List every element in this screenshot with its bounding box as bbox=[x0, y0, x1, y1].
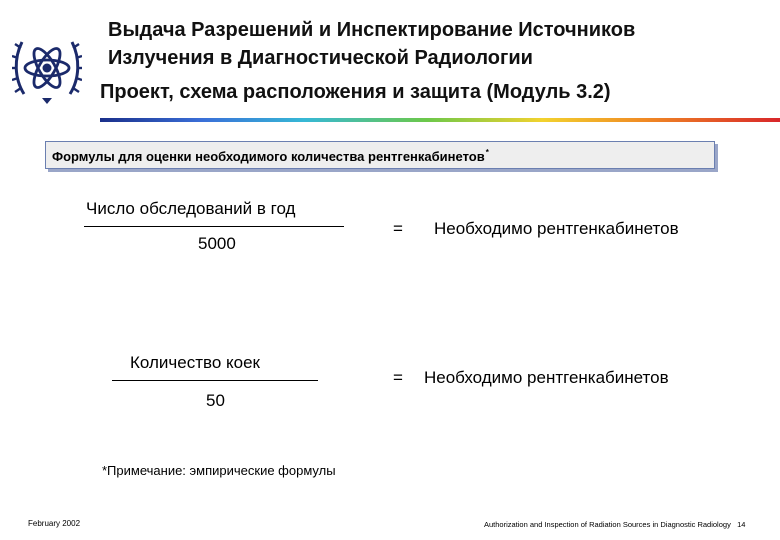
page-number: 14 bbox=[737, 520, 746, 529]
formula1-denominator: 5000 bbox=[198, 234, 236, 253]
formula1-fraction-line bbox=[84, 226, 344, 227]
footnote-marker: * bbox=[485, 148, 489, 157]
formula1-numerator: Число обследований в год bbox=[86, 199, 296, 218]
footer-date: February 2002 bbox=[28, 519, 81, 528]
formula1-result: Необходимо рентгенкабинетов bbox=[434, 219, 679, 238]
formula-heading: Формулы для оценки необходимого количества рентгенкабинетов* bbox=[52, 148, 489, 164]
title-line-2: Излучения в Диагностической Радиологии bbox=[108, 47, 533, 69]
title-line-1: Выдача Разрешений и Инспектирование Источников bbox=[108, 19, 636, 41]
formula2-numerator: Количество коек bbox=[130, 353, 260, 372]
slide-title bbox=[100, 16, 768, 106]
formula1-equals: = bbox=[393, 219, 403, 238]
accent-rainbow-bar bbox=[100, 118, 780, 122]
formula2-fraction-line bbox=[112, 380, 318, 381]
formula2-equals: = bbox=[393, 368, 403, 387]
slide-subtitle: Проект, схема расположения и защита (Модуль 3.2) bbox=[100, 81, 611, 103]
formula2-denominator: 50 bbox=[206, 391, 225, 410]
formula-heading-box bbox=[45, 141, 715, 169]
formula2-result: Необходимо рентгенкабинетов bbox=[424, 368, 669, 387]
footnote: *Примечание: эмпирические формулы bbox=[102, 463, 336, 478]
iaea-atom-emblem-icon bbox=[12, 28, 82, 106]
footer-course: Authorization and Inspection of Radiation Sources in Diagnostic Radiology 14 bbox=[484, 520, 746, 529]
